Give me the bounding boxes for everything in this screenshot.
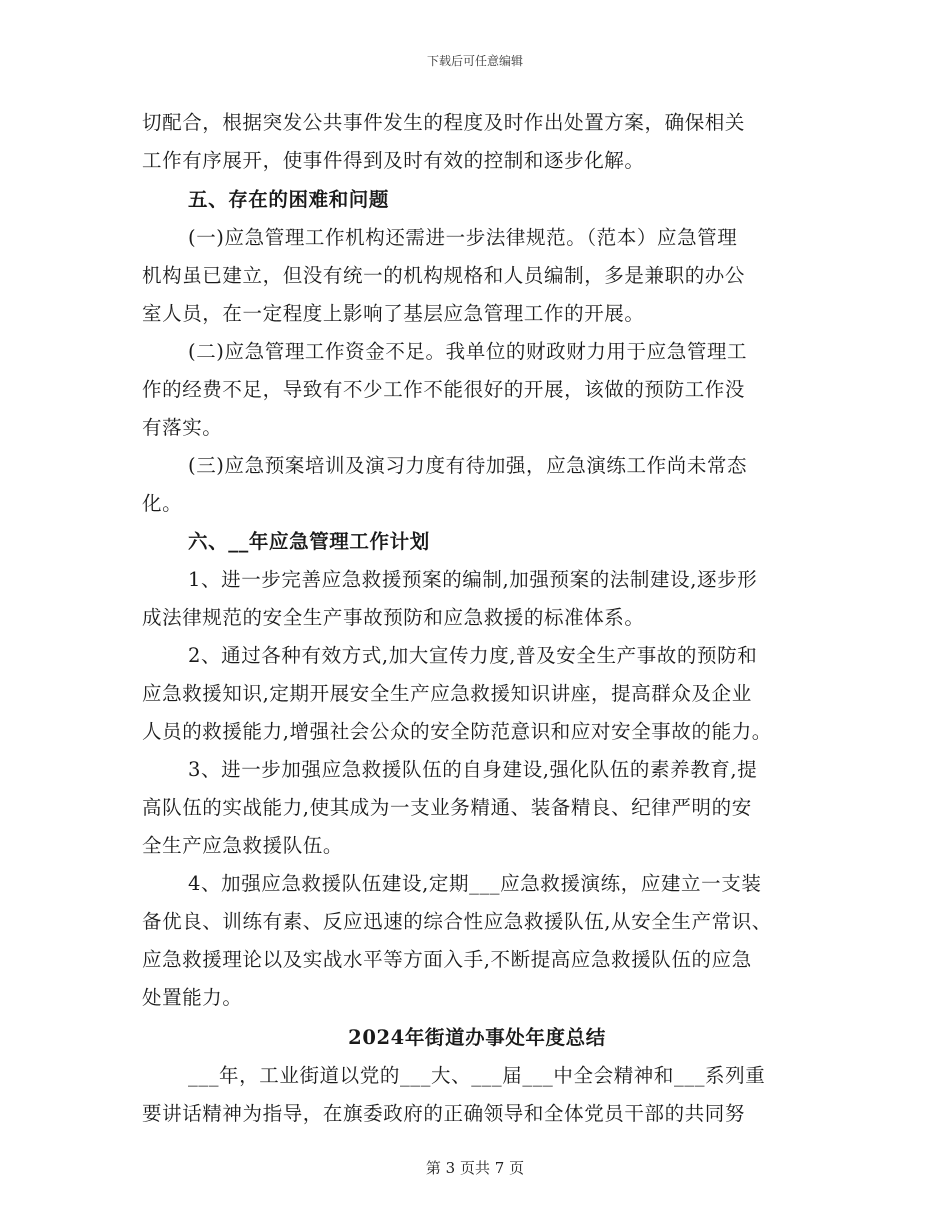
document-title: 2024年街道办事处年度总结	[348, 1026, 606, 1049]
text-line: 2、通过各种有效方式,加大宣传力度,普及安全生产事故的预防和	[188, 644, 758, 667]
text-line: 备优良、训练有素、反应迅速的综合性应急救援队伍,从安全生产常识、	[142, 910, 772, 933]
text-line: 4、加强应急救援队伍建设,定期___应急救援演练，应建立一支装	[188, 872, 762, 895]
text-line: 人员的救援能力,增强社会公众的安全防范意识和应对安全事故的能力。	[142, 720, 772, 743]
text-line: 3、进一步加强应急救援队伍的自身建设,强化队伍的素养教育,提	[188, 758, 758, 781]
section-heading: 五、存在的困难和问题	[188, 188, 390, 211]
text-line: ___年，工业街道以党的___大、___届___中全会精神和___系列重	[188, 1064, 766, 1087]
text-line: 高队伍的实战能力,使其成为一支业务精通、装备精良、纪律严明的安	[142, 796, 752, 819]
text-line: 工作有序展开，使事件得到及时有效的控制和逐步化解。	[142, 149, 645, 172]
text-line: 处置能力。	[142, 986, 243, 1009]
text-line: 应急救援知识,定期开展安全生产应急救援知识讲座，提高群众及企业	[142, 682, 752, 705]
text-line: 机构虽已建立，但没有统一的机构规格和人员编制，多是兼职的办公	[142, 264, 746, 287]
text-line: (二)应急管理工作资金不足。我单位的财政财力用于应急管理工	[188, 340, 748, 363]
text-line: 室人员，在一定程度上影响了基层应急管理工作的开展。	[142, 302, 645, 325]
text-line: (三)应急预案培训及演习力度有待加强，应急演练工作尚未常态	[188, 454, 748, 477]
text-line: 有落实。	[142, 416, 223, 439]
page-footer: 第 3 页共 7 页	[425, 1159, 525, 1177]
section-heading: 六、__年应急管理工作计划	[188, 530, 430, 553]
text-line: 切配合，根据突发公共事件发生的程度及时作出处置方案，确保相关	[142, 111, 746, 134]
page-header: 下载后可任意编辑	[426, 54, 523, 68]
text-line: 化。	[142, 492, 183, 515]
text-line: 应急救援理论以及实战水平等方面入手,不断提高应急救援队伍的应急	[142, 948, 752, 971]
text-line: 作的经费不足，导致有不少工作不能很好的开展，该做的预防工作没	[142, 378, 746, 401]
text-line: 成法律规范的安全生产事故预防和应急救援的标准体系。	[142, 606, 645, 629]
text-line: 要讲话精神为指导，在旗委政府的正确领导和全体党员干部的共同努	[142, 1102, 746, 1125]
text-line: (一)应急管理工作机构还需进一步法律规范。（范本）应急管理	[188, 226, 738, 249]
text-line: 全生产应急救援队伍。	[142, 834, 344, 857]
text-line: 1、进一步完善应急救援预案的编制,加强预案的法制建设,逐步形	[188, 568, 758, 591]
